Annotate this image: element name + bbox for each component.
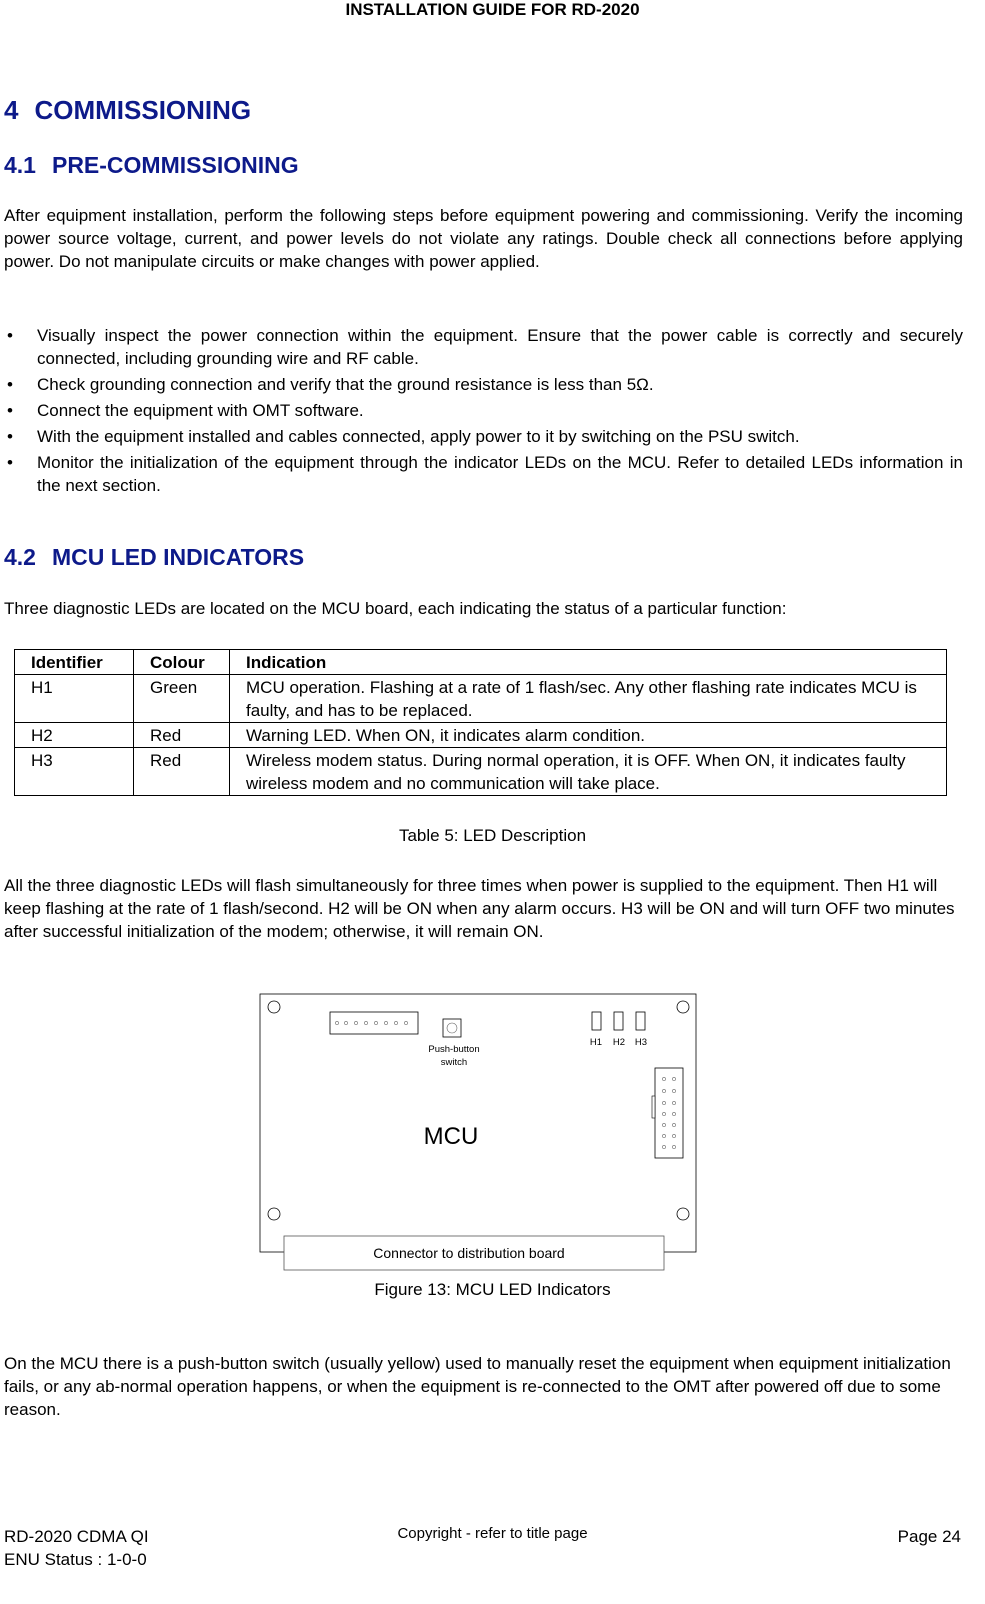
table-cell: H3 bbox=[15, 748, 134, 796]
column-header-identifier: Identifier bbox=[15, 650, 134, 675]
table-row bbox=[15, 748, 947, 796]
table-caption: Table 5: LED Description bbox=[398, 826, 587, 845]
mcu-board-diagram bbox=[255, 990, 700, 1275]
table-cell: H2 bbox=[15, 723, 134, 748]
mounting-hole bbox=[268, 1001, 280, 1013]
led-table bbox=[14, 649, 947, 796]
section-4-1-title: PRE-COMMISSIONING bbox=[51, 152, 299, 178]
push-button-cap bbox=[447, 1023, 457, 1033]
connector-label: Connector to distribution board bbox=[373, 1245, 565, 1261]
led-label-h1: H1 bbox=[589, 1037, 603, 1048]
table-cell: MCU operation. Flashing at a rate of 1 flash/sec. Any other flashing rate indicates MCU is faulty, and has to be replaced. bbox=[230, 675, 947, 723]
side-header-key bbox=[652, 1096, 655, 1118]
section-4-2-heading bbox=[4, 544, 304, 571]
column-header-indication: Indication bbox=[230, 650, 947, 675]
table-cell: Red bbox=[134, 748, 230, 796]
footer-page-number: Page 24 bbox=[897, 1527, 961, 1546]
figure-caption: Figure 13: MCU LED Indicators bbox=[374, 1280, 611, 1299]
section-4-number: 4 bbox=[4, 95, 19, 125]
table-cell: H1 bbox=[15, 675, 134, 723]
section-4-1-number: 4.1 bbox=[4, 152, 36, 178]
push-button-label-2: switch bbox=[440, 1057, 468, 1068]
section-4-1-heading bbox=[4, 152, 299, 179]
footer-copyright: Copyright - refer to title page bbox=[397, 1525, 588, 1542]
section-4-heading bbox=[4, 95, 251, 126]
list-item: • Connect the equipment with OMT software. bbox=[4, 399, 963, 422]
table-row bbox=[15, 675, 947, 723]
led-behaviour-paragraph: All the three diagnostic LEDs will flash simultaneously for three times when power is supplied to the equipment. Then H1 will keep flashing at the rate of 1 flash/second. H2 will be ON when any alarm occurs. H3 will be ON and will turn OFF two minutes after successful initialization of the modem; otherwise, it will remain ON. bbox=[4, 876, 955, 941]
mounting-hole bbox=[677, 1001, 689, 1013]
section-4-title: COMMISSIONING bbox=[34, 95, 252, 125]
table-cell: Red bbox=[134, 723, 230, 748]
push-button-paragraph: On the MCU there is a push-button switch (usually yellow) used to manually reset the equipment when equipment initialization fails, or any ab-normal operation happens, or when the equipment is re-connected to the OMT after powered off due to some reason. bbox=[4, 1354, 951, 1419]
side-header-connector bbox=[655, 1068, 683, 1158]
list-item: • With the equipment installed and cables connected, apply power to it by switching on the PSU switch. bbox=[4, 425, 963, 448]
push-button-label-1: Push-button bbox=[428, 1044, 480, 1055]
pre-commissioning-list bbox=[4, 324, 963, 500]
led-label-h3: H3 bbox=[634, 1037, 648, 1048]
column-header-colour: Colour bbox=[134, 650, 230, 675]
mcu-board-label: MCU bbox=[423, 1123, 479, 1150]
led-h3 bbox=[636, 1012, 645, 1030]
pre-commissioning-intro: After equipment installation, perform the following steps before equipment powering and commissioning. Verify the incoming power source voltage, current, and power levels do not violate any ratings. Double check all connections before applying power. Do not manipulate circuits or make changes with power applied. bbox=[4, 206, 963, 271]
section-4-2-number: 4.2 bbox=[4, 544, 36, 570]
led-table-wrapper bbox=[14, 649, 947, 796]
led-intro: Three diagnostic LEDs are located on the MCU board, each indicating the status of a particular function: bbox=[4, 599, 787, 618]
mounting-hole bbox=[677, 1208, 689, 1220]
table-cell: Green bbox=[134, 675, 230, 723]
table-cell: Wireless modem status. During normal operation, it is OFF. When ON, it indicates faulty wireless modem and no communication will take place. bbox=[230, 748, 947, 796]
table-cell: Warning LED. When ON, it indicates alarm condition. bbox=[230, 723, 947, 748]
led-label-h2: H2 bbox=[612, 1037, 626, 1048]
footer-doc-id: RD-2020 CDMA QI bbox=[4, 1527, 149, 1546]
footer-status: ENU Status : 1-0-0 bbox=[4, 1550, 147, 1569]
table-header-row bbox=[15, 650, 947, 675]
list-item: • Visually inspect the power connection within the equipment. Ensure that the power cable is correctly and securely connected, including grounding wire and RF cable. bbox=[4, 324, 963, 370]
mounting-hole bbox=[268, 1208, 280, 1220]
table-row bbox=[15, 723, 947, 748]
led-h1 bbox=[592, 1012, 601, 1030]
page-header: INSTALLATION GUIDE FOR RD-2020 bbox=[345, 0, 640, 19]
section-4-2-title: MCU LED INDICATORS bbox=[51, 544, 305, 570]
led-h2 bbox=[614, 1012, 623, 1030]
list-item: • Check grounding connection and verify that the ground resistance is less than 5Ω. bbox=[4, 373, 963, 396]
list-item: • Monitor the initialization of the equipment through the indicator LEDs on the MCU. Refer to detailed LEDs information in the next section. bbox=[4, 451, 963, 497]
